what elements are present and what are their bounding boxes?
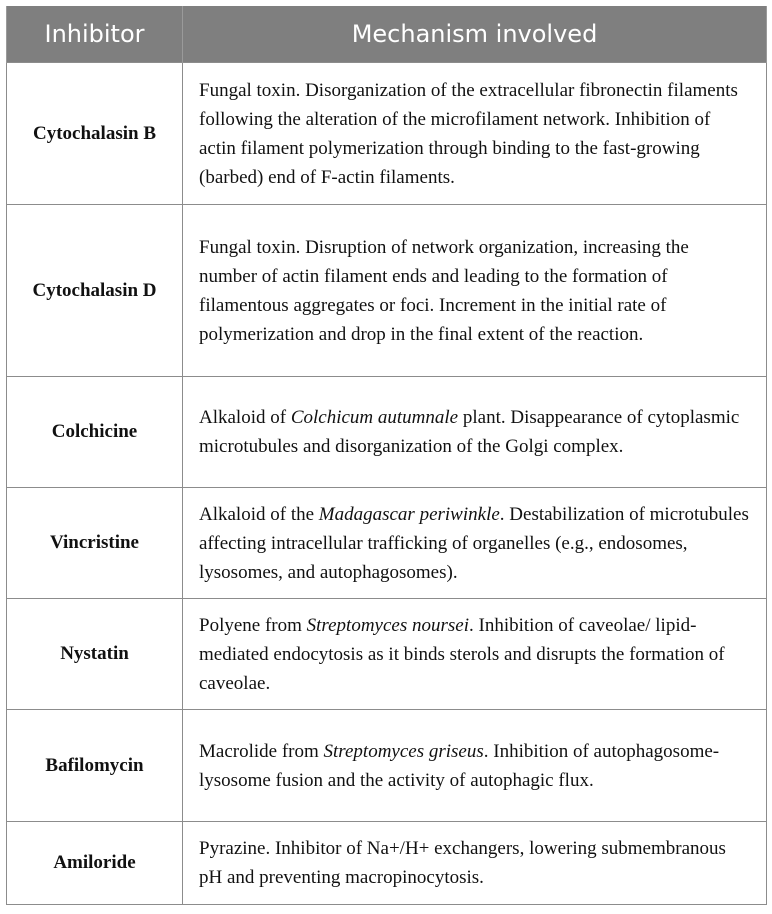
table-row [7,205,767,377]
header-mechanism: Mechanism involved [183,6,767,63]
species-name: Madagascar periwinkle [318,503,500,525]
species-name: Colchicum autumnale [290,407,459,428]
mechanism-text: Fungal toxin. Disorganization of the extracellular fibronectin filaments following the alteration of the microfilament network. Inhibition of actin filament polymerization through binding to the fast-growing (barbed) end of F-actin filaments. [183,63,767,205]
mechanism-text [183,710,767,822]
mechanism-text-start: Alkaloid of the [199,503,319,525]
inhibitor-name: Cytochalasin B [7,63,183,205]
mechanism-text [183,599,767,710]
species-name: Streptomyces noursei [306,614,470,636]
table-header [7,6,767,63]
table-row [7,63,767,205]
mechanism-text-rest: . Inhibition of caveolae/ lipid-mediated endocytosis as it binds sterols and disrupts the formation of caveolae. [199,614,725,694]
mechanism-text: Pyrazine. Inhibitor of Na+/H+ exchangers, lowering submembranous pH and preventing macropinocytosis. [183,822,767,905]
mechanism-text: Fungal toxin. Disruption of network organization, increasing the number of actin filament ends and leading to the formation of filamentous aggregates or foci. Increment in the initial rate of polymerization and drop in the final extent of the reaction. [183,205,767,377]
inhibitor-name: Nystatin [7,599,183,710]
header-row [7,6,767,63]
mechanism-text-start: Polyene from [199,614,307,636]
table-row [7,599,767,710]
header-inhibitor: Inhibitor [7,6,183,63]
table-row [7,377,767,488]
mechanism-text-rest: . Destabilization of microtubules affecting intracellular trafficking of organelles (e.g., endosomes, lysosomes, and autophagosomes). [199,503,749,583]
inhibitor-name: Amiloride [7,822,183,905]
table-row [7,710,767,822]
mechanism-text-rest: . Inhibition of autophagosome-lysosome fusion and the activity of autophagic flux. [199,740,720,791]
table-row [7,488,767,599]
mechanism-text [183,488,767,599]
inhibitor-name: Cytochalasin D [7,205,183,377]
table-body [7,63,767,905]
table-row [7,822,767,905]
inhibitor-table [6,6,767,905]
inhibitor-name: Vincristine [7,488,183,599]
mechanism-text-start: Alkaloid of [199,407,291,428]
species-name: Streptomyces griseus [323,740,484,762]
mechanism-text [183,377,767,488]
mechanism-text-start: Macrolide from [199,740,324,762]
inhibitor-name: Colchicine [7,377,183,488]
inhibitor-name: Bafilomycin [7,710,183,822]
mechanism-text-rest: plant. Disappearance of cytoplasmic microtubules and disorganization of the Golgi complex. [199,407,740,457]
